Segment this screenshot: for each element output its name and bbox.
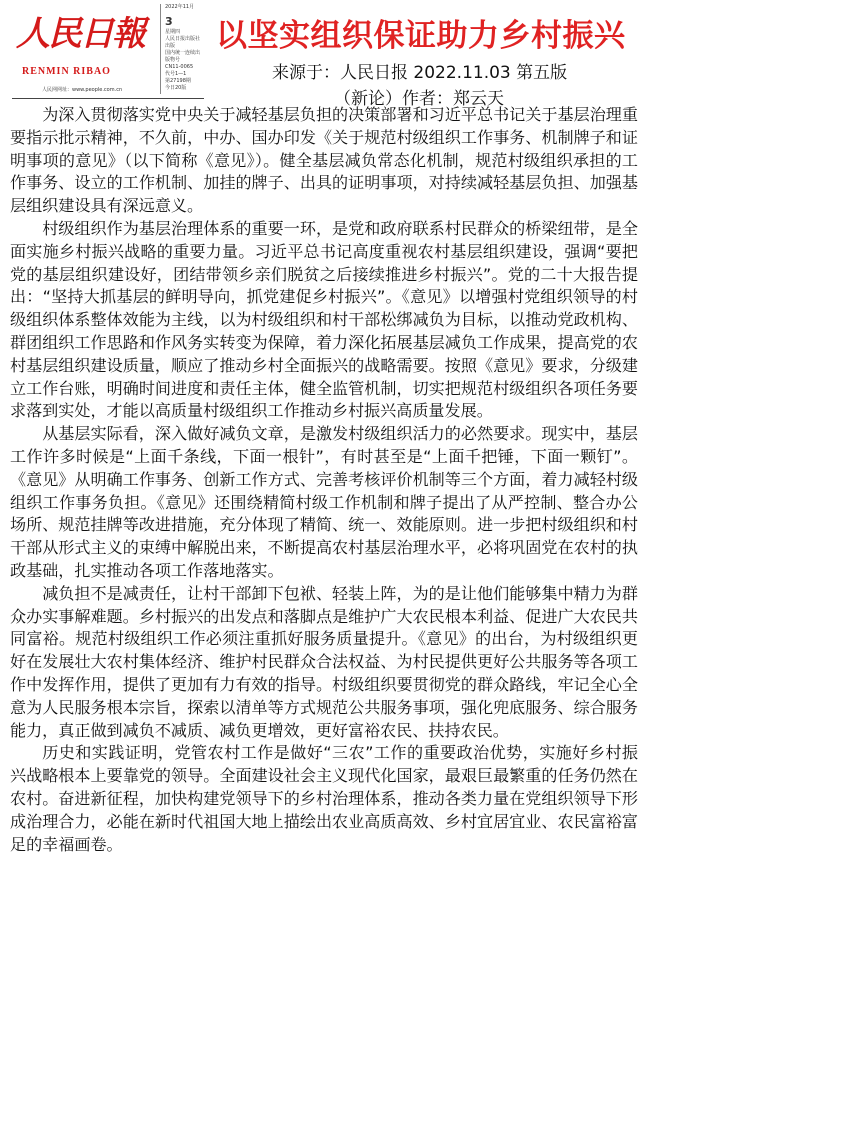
article-body bbox=[10, 104, 638, 856]
panel-line: 今日20版 bbox=[165, 85, 187, 91]
article-title: 以坚实组织保证助力乡村振兴 bbox=[216, 18, 626, 54]
panel-line: 人民日报出版社出版 bbox=[165, 36, 201, 49]
date-line: 2022年11月 bbox=[165, 4, 195, 10]
day-number: 3 bbox=[165, 15, 173, 28]
article-paragraph: 村级组织作为基层治理体系的重要一环，是党和政府联系村民群众的桥梁纽带，是全面实施乡村振兴战略的重要力量。习近平总书记高度重视农村基层组织建设，强调“要把党的基层组织建设好，团结带领乡亲们脱贫之后接续推进乡村振兴”。党的二十大报告提出：“坚持大抓基层的鲜明导向，抓党建促乡村振兴”。《意见》以增强村党组织领导的村级组织体系整体效能为主线，以为村级组织和村干部松绑减负为目标，以推动党政机构、群团组织工作思路和作风务实转变为保障，着力深化拓展基层减负工作成果，提高党的农村基层组织建设质量，顺应了推动乡村全面振兴的战略需要。按照《意见》要求，分级建立工作台账，明确时间进度和责任主体，健全监管机制，切实把规范村级组织各项任务要求落到实处，才能以高质量村级组织工作推动乡村振兴高质量发展。 bbox=[10, 218, 638, 421]
masthead-divider bbox=[12, 98, 204, 99]
logo-roman-text: RENMIN RIBAO bbox=[22, 66, 111, 77]
article-paragraph: 从基层实际看，深入做好减负文章，是激发村级组织活力的必然要求。现实中，基层工作许多时候是“上面千条线，下面一根针”，有时甚至是“上面千把锤，下面一颗钉”。《意见》从明确工作事务、创新工作方式、完善考核评价机制等三个方面，着力减轻村级组织工作事务负担。《意见》还围绕精简村级工作机制和牌子提出了从严控制、整合办公场所、规范挂牌等改进措施，充分体现了精简、统一、效能原则。进一步把村级组织和村干部从形式主义的束缚中解脱出来，不断提高农村基层治理水平，必将巩固党在农村的执政基础，扎实推动各项工作落地落实。 bbox=[10, 424, 638, 580]
date-panel bbox=[160, 4, 204, 94]
weekday: 星期四 bbox=[165, 29, 181, 35]
article-paragraph: 为深入贯彻落实党中央关于减轻基层负担的决策部署和习近平总书记关于基层治理重要指示批示精神，不久前，中办、国办印发《关于规范村级组织工作事务、机制牌子和证明事项的意见》（以下简称《意见》）。健全基层减负常态化机制，规范村级组织承担的工作事务、设立的工作机制、加挂的牌子、出具的证明事项，对持续减轻基层负担、加强基层组织建设具有深远意义。 bbox=[10, 105, 638, 216]
logo-website: 人民网网址：www.people.com.cn bbox=[42, 87, 123, 93]
article-paragraph: 历史和实践证明，党管农村工作是做好“三农”工作的重要政治优势，实施好乡村振兴战略根本上要靠党的领导。全面建设社会主义现代化国家，最艰巨最繁重的任务仍然在农村。奋进新征程，加快构建党领导下的乡村治理体系，推动各类力量在党组织领导下形成治理合力，必能在新时代祖国大地上描绘出农业高质高效、乡村宜居宜业、农民富裕富足的幸福画卷。 bbox=[10, 743, 638, 854]
article-source: 来源于：人民日报 2022.11.03 第五版 bbox=[272, 63, 568, 83]
panel-line: 第27198期 bbox=[165, 78, 191, 84]
newspaper-masthead bbox=[12, 4, 204, 102]
article-paragraph: 减负担不是减责任，让村干部卸下包袱、轻装上阵，为的是让他们能够集中精力为群众办实事解难题。乡村振兴的出发点和落脚点是维护广大农民根本利益、促进广大农民共同富裕。规范村级组织工作必须注重抓好服务质量提升。《意见》的出台，为村级组织更好在发展壮大农村集体经济、维护村民群众合法权益、为村民提供更好公共服务等各项工作中发挥作用，提供了更加有力有效的指导。村级组织要贯彻党的群众路线，牢记全心全意为人民服务根本宗旨，探索以清单等方式规范公共服务事项，强化兜底服务、综合服务能力，真正做到减负不减质、减负更增效，更好富裕农民、扶持农民。 bbox=[10, 583, 638, 740]
panel-line: 国内统一连续出版物号 bbox=[165, 50, 201, 63]
article-byline: （新论）作者：郑云天 bbox=[334, 89, 504, 109]
panel-line: 代号1—1 bbox=[165, 71, 187, 77]
logo-calligraphy: 人民日報 bbox=[16, 14, 144, 54]
panel-line: CN11-0065 bbox=[165, 64, 194, 70]
newspaper-logo bbox=[12, 4, 152, 96]
